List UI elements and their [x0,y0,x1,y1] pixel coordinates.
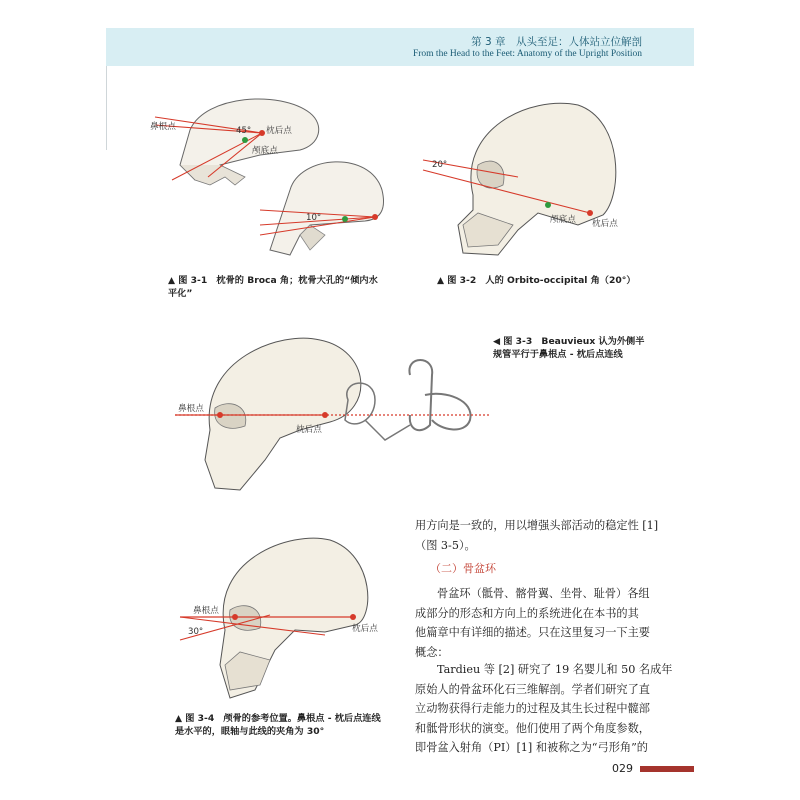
fig4-label-opisthion: 枕后点 [352,624,378,634]
fig1-label-basion: 颅底点 [252,146,278,156]
body-para1 [415,584,695,662]
fig1-label-opisthion: 枕后点 [266,126,292,136]
body-para1-line: 概念： [415,645,449,659]
fig1-caption-line1: ▲ 图 3-1 枕骨的 Broca 角；枕骨大孔的“倾内水 [168,275,378,286]
fig3-label-nasion: 鼻根点 [178,404,204,414]
fig1-label-angle10: 10° [306,213,322,223]
fig3-label-opisthion: 枕后点 [296,425,322,435]
body-para1-line: 骨盆环（骶骨、髂骨翼、坐骨、耻骨）各组 [437,587,650,600]
body-para2-line: Tardieu 等 [2] 研究了 19 名婴儿和 50 名成年 [437,663,673,676]
fig1-caption [168,274,388,300]
fig4-label-nasion: 鼻根点 [193,606,219,616]
fig4-label-angle30: 30° [188,627,204,637]
body-para0-line2: （图 3-5）。 [415,538,476,552]
fig2-caption-line: ▲ 图 3-2 人的 Orbito-occipital 角（20°） [437,275,636,286]
fig1-caption-line2: 平化” [168,288,193,299]
fig2-caption [437,274,687,287]
figure-3-1 [150,85,390,265]
body-para2-line: 原始人的骨盆环化石三维解剖。学者们研究了直 [415,682,650,696]
body-para0 [415,516,695,555]
section-subheading: （二）骨盆环 [430,562,496,575]
body-para1-line: 他篇章中有详细的描述。只在这里复习一下主要 [415,626,650,639]
chapter-title-en: From the Head to the Feet: Anatomy of the Upright Position [412,49,642,59]
figure-3-2 [418,95,628,265]
fig2-label-angle20: 20° [432,160,448,170]
fig3-caption-line2: 规管平行于鼻根点 - 枕后点连线 [493,349,623,360]
body-para2-line: 和骶骨形状的演变。他们使用了两个角度参数， [415,721,650,735]
fig4-caption [175,712,390,738]
page-number-accent-bar [640,766,694,772]
margin-rule [106,66,107,150]
figure-3-3 [170,330,490,500]
body-para0-line1: 用方向是一致的，用以增强头部活动的稳定性 [1] [415,519,659,532]
body-para1-line: 成部分的形态和方向上的系统进化在本书的其 [415,606,639,620]
chapter-title-cn: 第 3 章 从头至足：人体站立位解剖 [471,36,642,48]
fig3-caption-line1: ◀ 图 3-3 Beauvieux 认为外侧半 [493,336,645,347]
fig4-caption-line2: 是水平的，眼轴与此线的夹角为 30° [175,726,325,737]
fig3-caption [493,335,673,361]
fig1-label-angle45: 45° [236,126,252,136]
figure-3-4 [175,530,385,705]
body-para2-line: 即骨盆入射角（PI）[1] 和被称之为“弓形角”的 [415,741,648,754]
page-number: 029 [612,762,633,775]
fig2-label-opisthion: 枕后点 [592,219,618,229]
fig2-label-basion: 颅底点 [550,215,576,225]
body-para2 [415,660,695,758]
fig4-caption-line1: ▲ 图 3-4 颅骨的参考位置。鼻根点 - 枕后点连线 [175,713,381,724]
page-header [106,28,694,66]
fig1-label-nasion: 鼻根点 [150,122,176,132]
body-para2-line: 立动物获得行走能力的过程及其生长过程中髋部 [415,702,650,715]
